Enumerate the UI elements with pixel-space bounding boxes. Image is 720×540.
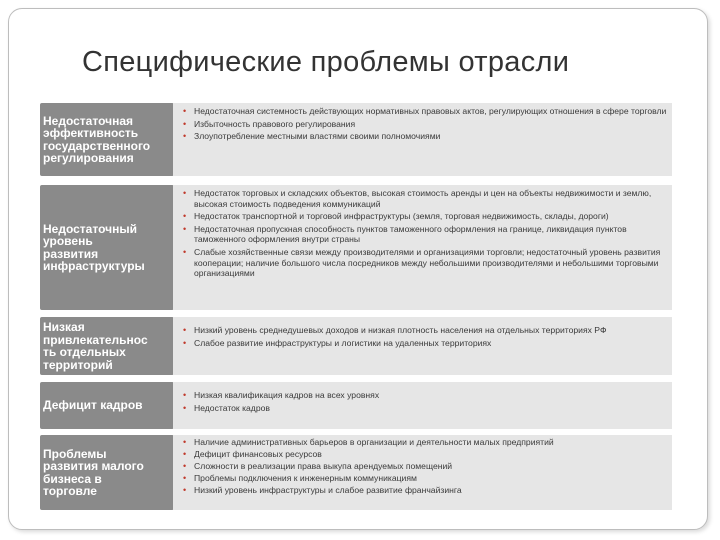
category-label: Дефицит кадров <box>43 398 143 413</box>
list-item: • Недостаток торговых и складских объектов, высокая стоимость аренды и цен на объекты недвижимости и землю, высокая стоимость подведения коммуникаций <box>183 188 652 209</box>
bullet-icon: • <box>183 211 187 222</box>
list-item: • Дефицит финансовых ресурсов <box>183 449 322 460</box>
bullet-icon: • <box>183 246 187 257</box>
list-item: • Низкий уровень инфраструктуры и слабое развитие франчайзинга <box>183 485 462 496</box>
bullet-icon: • <box>183 337 187 348</box>
bullet-icon: • <box>183 118 187 129</box>
list-item: • Слабое развитие инфраструктуры и логистики на удаленных территориях <box>183 337 492 348</box>
category-label: Недостаточный уровень развития инфраструктуры <box>43 221 145 273</box>
problems-box <box>173 185 672 310</box>
bullet-icon: • <box>183 461 187 472</box>
bullet-icon: • <box>183 188 187 198</box>
problems-box <box>173 103 672 176</box>
list-item: • Недостаток кадров <box>183 402 270 413</box>
list-item: • Низкий уровень среднедушевых доходов и низкая плотность населения на отдельных территориях РФ <box>183 325 607 335</box>
category-label: Проблемы развития малого бизнеса в торговле <box>43 446 144 498</box>
category-label: Низкая привлекательнос ть отдельных территорий <box>43 320 148 372</box>
problem-row-territories <box>40 317 672 375</box>
list-item: • Недостаточная пропускная способность пунктов таможенного оформления на границе, ликвидация пунктов таможенного оформления внутри страны <box>183 223 627 245</box>
bullet-icon: • <box>183 390 187 400</box>
bullet-icon: • <box>183 402 187 413</box>
list-item: • Недостаточная системность действующих нормативных правовых актов, регулирующих отношения в сфере торговли <box>183 106 667 116</box>
problem-row-small-business <box>40 435 672 510</box>
category-label: Недостаточная эффективность государственного регулирования <box>43 113 151 165</box>
list-item: • Избыточность правового регулирования <box>183 118 356 129</box>
problem-row-infrastructure <box>40 185 672 310</box>
page-title: Специфические проблемы отрасли <box>82 46 570 78</box>
problem-row-staff-shortage <box>40 382 672 429</box>
list-item: • Слабые хозяйственные связи между производителями и организациями торговли; недостаточный уровень развития кооперации; наличие большого числа посредников между небольшими производителями и небольшими торговыми организациями <box>183 246 661 279</box>
problems-box <box>173 382 672 429</box>
list-item: • Недостаток транспортной и торговой инфраструктуры (земля, торговая недвижимость, склады, дороги) <box>183 211 609 222</box>
problems-box <box>173 435 672 510</box>
list-item: • Злоупотребление местными властями своими полномочиями <box>183 131 441 142</box>
problems-box <box>173 317 672 375</box>
bullet-icon: • <box>183 437 187 447</box>
list-item: • Проблемы подключения к инженерным коммуникациям <box>183 473 417 484</box>
problem-row-state-regulation <box>40 103 672 176</box>
list-item: • Наличие административных барьеров в организации и деятельности малых предприятий <box>183 437 554 447</box>
bullet-icon: • <box>183 473 187 484</box>
bullet-icon: • <box>183 449 187 460</box>
bullet-icon: • <box>183 106 187 116</box>
list-item: • Сложности в реализации права выкупа арендуемых помещений <box>183 461 453 472</box>
bullet-icon: • <box>183 223 187 234</box>
bullet-icon: • <box>183 485 187 496</box>
bullet-icon: • <box>183 131 187 142</box>
list-item: • Низкая квалификация кадров на всех уровнях <box>183 390 380 400</box>
bullet-icon: • <box>183 325 187 335</box>
